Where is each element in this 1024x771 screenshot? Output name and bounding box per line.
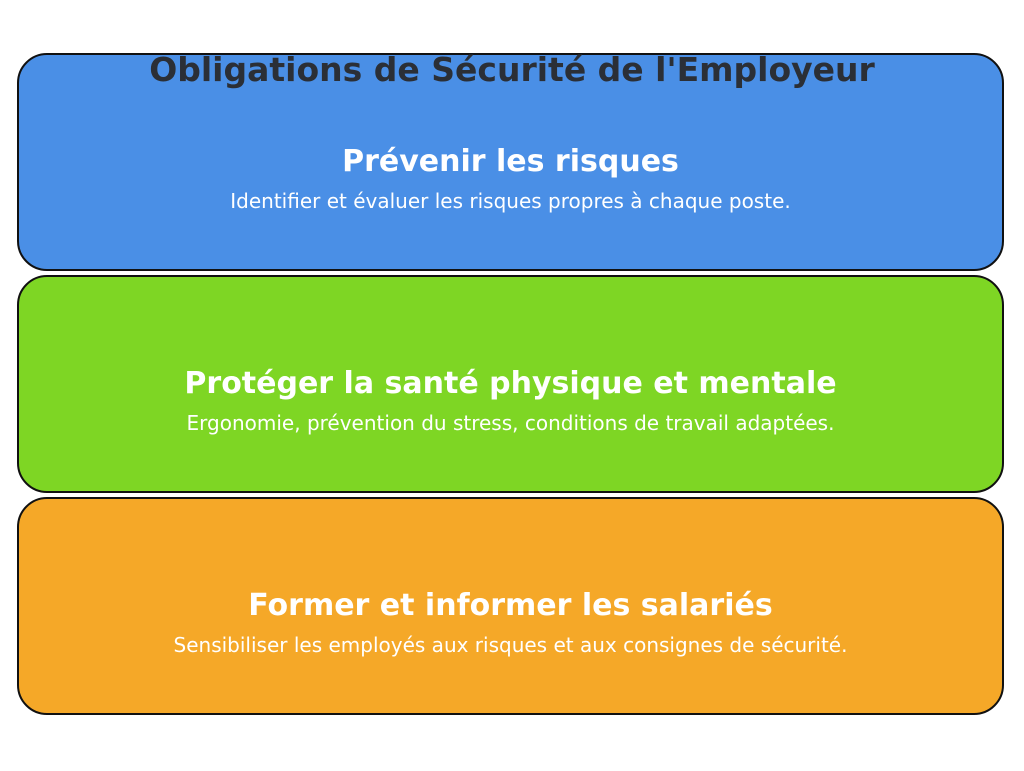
obligation-heading: Protéger la santé physique et mentale (184, 366, 837, 401)
obligation-block-protect-health (17, 275, 1004, 493)
obligation-description: Ergonomie, prévention du stress, conditions de travail adaptées. (186, 411, 835, 435)
obligation-block-train-inform (17, 497, 1004, 715)
obligation-heading: Prévenir les risques (342, 144, 679, 179)
obligation-description: Sensibiliser les employés aux risques et aux consignes de sécurité. (173, 633, 848, 657)
obligation-description: Identifier et évaluer les risques propres à chaque poste. (230, 189, 791, 213)
obligation-heading: Former et informer les salariés (248, 588, 773, 623)
page-title: Obligations de Sécurité de l'Employeur (149, 50, 875, 89)
